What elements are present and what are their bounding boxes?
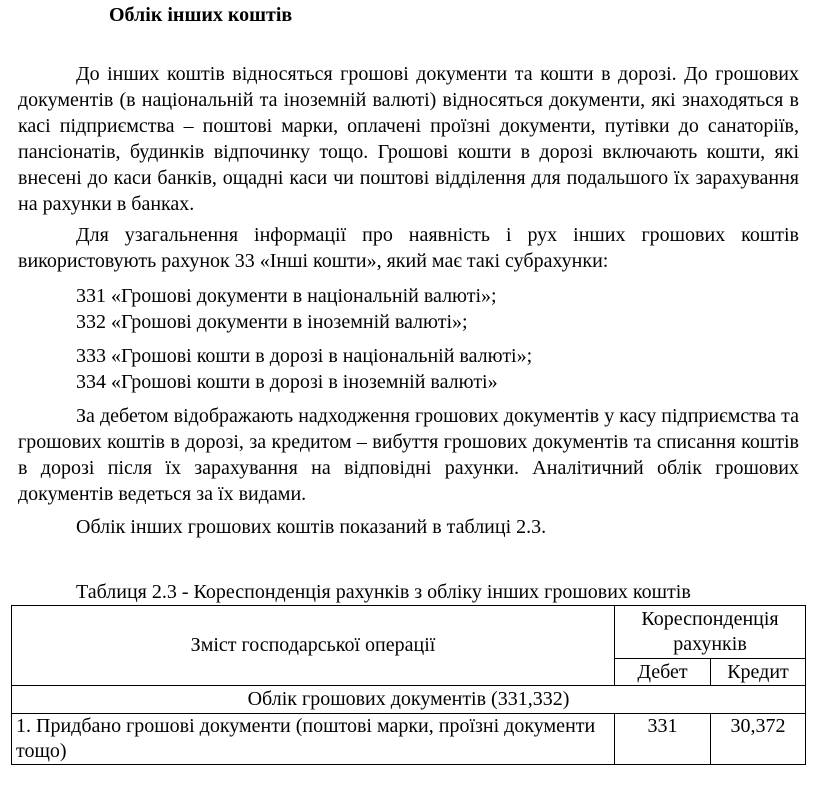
header-correspondence: Кореспонденція рахунків (615, 606, 806, 659)
table-caption: Таблиця 2.3 - Кореспонденція рахунків з обліку інших грошових коштів (76, 581, 691, 603)
page-title: Облік інших коштів (109, 4, 293, 26)
section-label: Облік грошових документів (331,332) (12, 686, 806, 714)
correspondence-table (11, 605, 806, 765)
paragraph-intro: До інших коштів відносяться грошові документи та кошти в дорозі. До грошових документів (в національній та іноземній валюті) відносяться документи, які знаходяться в касі підприємства – поштові марки, оплачені проїзні документи, путівки до санаторіїв, пансіонатів, будинків відпочинку тощо. Грошові кошти в дорозі включають кошти, які внесені до каси банків, ощадні каси чи поштові відділення для подальшого їх зарахування на рахунки в банках. (18, 63, 799, 215)
header-operation: Зміст господарської операції (12, 606, 615, 686)
header-debit: Дебет (615, 659, 711, 686)
paragraph-account-33: Для узагальнення інформації про наявність і рух інших грошових коштів використовують рахунок 33 «Інші кошти», який має такі субрахунки: (18, 224, 799, 272)
row-operation: 1. Придбано грошові документи (поштові марки, проїзні документи тощо) (12, 714, 615, 765)
paragraph-table-reference: Облік інших грошових коштів показаний в таблиці 2.3. (76, 516, 547, 538)
header-credit: Кредит (711, 659, 806, 686)
table-section-row (12, 686, 806, 714)
row-credit: 30,372 (711, 714, 806, 765)
subaccount-333: 333 «Грошові кошти в дорозі в національній валюті»; (76, 345, 533, 367)
row-debit: 331 (615, 714, 711, 765)
table-row (12, 714, 806, 765)
table-header-row (12, 606, 806, 659)
subaccount-332: 332 «Грошові документи в іноземній валюті»; (76, 311, 468, 333)
subaccount-334: 334 «Грошові кошти в дорозі в іноземній валюті» (76, 371, 498, 393)
subaccount-331: 331 «Грошові документи в національній валюті»; (76, 285, 497, 307)
paragraph-debit-credit: За дебетом відображають надходження грошових документів у касу підприємства та грошових коштів в дорозі, за кредитом – вибуття грошових документів та списання коштів в дорозі після їх зарахування на відповідні рахунки. Аналітичний облік грошових документів ведеться за їх видами. (18, 405, 799, 505)
